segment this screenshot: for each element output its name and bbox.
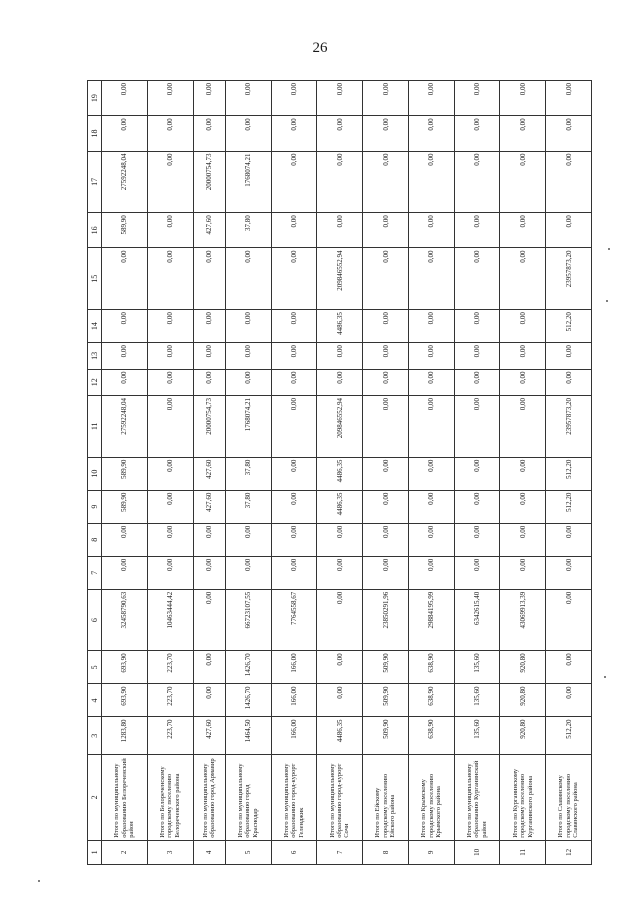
value-cell: 0,00 — [193, 556, 225, 589]
value-cell: 27592248,04 — [102, 151, 148, 213]
column-header: 17 — [88, 151, 102, 213]
value-cell: 1464,50 — [225, 717, 271, 754]
value-cell: 0,00 — [193, 81, 225, 116]
value-cell: 23850291,96 — [363, 589, 409, 651]
value-cell: 0,00 — [454, 556, 500, 589]
municipality-name: Итого по Крымскому городскому поселению Крымского района — [408, 754, 454, 840]
data-table — [87, 80, 592, 865]
value-cell: 638,90 — [408, 651, 454, 684]
column-header: 11 — [88, 395, 102, 457]
table-row — [317, 81, 363, 865]
value-cell: 0,00 — [408, 151, 454, 213]
value-cell: 135,60 — [454, 717, 500, 754]
value-cell: 0,00 — [147, 116, 193, 151]
value-cell: 0,00 — [147, 310, 193, 343]
value-cell: 0,00 — [271, 343, 317, 369]
column-header: 6 — [88, 589, 102, 651]
value-cell: 0,00 — [225, 343, 271, 369]
row-number: 2 — [102, 840, 148, 864]
value-cell: 0,00 — [500, 457, 546, 490]
table-container — [87, 80, 592, 865]
scan-speck — [606, 300, 608, 302]
municipality-name: Итого по муниципальному образованию город-курорт Сочи — [317, 754, 363, 840]
value-cell: 0,00 — [408, 213, 454, 248]
value-cell: 512,20 — [546, 717, 592, 754]
value-cell: 0,00 — [317, 684, 363, 717]
value-cell: 37,80 — [225, 457, 271, 490]
value-cell: 0,00 — [271, 523, 317, 556]
value-cell: 166,00 — [271, 684, 317, 717]
value-cell: 0,00 — [546, 369, 592, 395]
value-cell: 0,00 — [408, 81, 454, 116]
value-cell: 4486,35 — [317, 457, 363, 490]
row-number: 9 — [408, 840, 454, 864]
table-row — [147, 81, 193, 865]
value-cell: 0,00 — [363, 457, 409, 490]
value-cell: 0,00 — [317, 81, 363, 116]
value-cell: 0,00 — [317, 589, 363, 651]
value-cell: 0,00 — [147, 369, 193, 395]
value-cell: 0,00 — [546, 556, 592, 589]
value-cell: 0,00 — [408, 395, 454, 457]
value-cell: 0,00 — [147, 343, 193, 369]
municipality-name: Итого по муниципальному образованию город-курорт Геленджик — [271, 754, 317, 840]
value-cell: 0,00 — [408, 369, 454, 395]
value-cell: 0,00 — [102, 556, 148, 589]
value-cell: 0,00 — [271, 248, 317, 310]
value-cell: 0,00 — [546, 684, 592, 717]
value-cell: 0,00 — [454, 343, 500, 369]
value-cell: 509,90 — [363, 684, 409, 717]
value-cell: 0,00 — [454, 116, 500, 151]
value-cell: 0,00 — [454, 310, 500, 343]
table-row — [546, 81, 592, 865]
column-header: 9 — [88, 490, 102, 523]
value-cell: 0,00 — [147, 457, 193, 490]
value-cell: 0,00 — [500, 523, 546, 556]
row-number: 12 — [546, 840, 592, 864]
value-cell: 512,20 — [546, 490, 592, 523]
value-cell: 0,00 — [225, 556, 271, 589]
table-row — [271, 81, 317, 865]
value-cell: 0,00 — [317, 556, 363, 589]
value-cell: 223,70 — [147, 651, 193, 684]
column-header: 18 — [88, 116, 102, 151]
municipality-name: Итого по Ейскому городскому поселению Ейского района — [363, 754, 409, 840]
value-cell: 209846552,94 — [317, 248, 363, 310]
value-cell: 0,00 — [271, 457, 317, 490]
column-header: 4 — [88, 684, 102, 717]
value-cell: 0,00 — [454, 457, 500, 490]
value-cell: 0,00 — [317, 151, 363, 213]
scan-speck — [608, 248, 610, 250]
value-cell: 0,00 — [454, 523, 500, 556]
value-cell: 0,00 — [546, 523, 592, 556]
value-cell: 0,00 — [147, 556, 193, 589]
value-cell: 0,00 — [225, 248, 271, 310]
value-cell: 135,60 — [454, 651, 500, 684]
column-header: 16 — [88, 213, 102, 248]
municipality-name: Итого по Белореченскому городскому поселению Белореченского района — [147, 754, 193, 840]
value-cell: 0,00 — [500, 369, 546, 395]
row-number: 5 — [225, 840, 271, 864]
value-cell: 0,00 — [500, 116, 546, 151]
value-cell: 6342615,40 — [454, 589, 500, 651]
value-cell: 693,90 — [102, 651, 148, 684]
value-cell: 0,00 — [102, 81, 148, 116]
value-cell: 4486,35 — [317, 717, 363, 754]
value-cell: 0,00 — [193, 651, 225, 684]
value-cell: 0,00 — [102, 248, 148, 310]
value-cell: 0,00 — [271, 556, 317, 589]
value-cell: 0,00 — [408, 490, 454, 523]
value-cell: 1283,80 — [102, 717, 148, 754]
value-cell: 693,90 — [102, 684, 148, 717]
value-cell: 0,00 — [271, 395, 317, 457]
value-cell: 1426,70 — [225, 651, 271, 684]
value-cell: 0,00 — [454, 369, 500, 395]
value-cell: 589,90 — [102, 213, 148, 248]
value-cell: 32458790,63 — [102, 589, 148, 651]
value-cell: 638,90 — [408, 717, 454, 754]
page-number: 26 — [312, 40, 328, 56]
column-header: 19 — [88, 81, 102, 116]
value-cell: 135,60 — [454, 684, 500, 717]
table-row — [454, 81, 500, 865]
table-row — [102, 81, 148, 865]
value-cell: 0,00 — [193, 589, 225, 651]
value-cell: 0,00 — [271, 310, 317, 343]
value-cell: 0,00 — [500, 213, 546, 248]
value-cell: 166,00 — [271, 717, 317, 754]
value-cell: 0,00 — [225, 116, 271, 151]
value-cell: 0,00 — [193, 248, 225, 310]
column-header: 8 — [88, 523, 102, 556]
value-cell: 0,00 — [193, 116, 225, 151]
table-row — [225, 81, 271, 865]
value-cell: 0,00 — [363, 310, 409, 343]
value-cell: 0,00 — [193, 523, 225, 556]
value-cell: 0,00 — [500, 395, 546, 457]
value-cell: 0,00 — [271, 213, 317, 248]
value-cell: 0,00 — [363, 81, 409, 116]
value-cell: 0,00 — [271, 490, 317, 523]
value-cell: 0,00 — [193, 343, 225, 369]
municipality-name: Итого по муниципальному образованию город Краснодар — [225, 754, 271, 840]
value-cell: 0,00 — [408, 116, 454, 151]
value-cell: 27592248,04 — [102, 395, 148, 457]
table-row — [408, 81, 454, 865]
row-number: 6 — [271, 840, 317, 864]
value-cell: 0,00 — [546, 116, 592, 151]
value-cell: 10463444,42 — [147, 589, 193, 651]
value-cell: 0,00 — [546, 81, 592, 116]
value-cell: 0,00 — [500, 248, 546, 310]
value-cell: 166,00 — [271, 651, 317, 684]
value-cell: 0,00 — [454, 151, 500, 213]
value-cell: 0,00 — [147, 213, 193, 248]
value-cell: 0,00 — [147, 151, 193, 213]
value-cell: 0,00 — [225, 81, 271, 116]
value-cell: 0,00 — [317, 213, 363, 248]
value-cell: 0,00 — [317, 116, 363, 151]
value-cell: 1768074,21 — [225, 151, 271, 213]
column-header: 3 — [88, 717, 102, 754]
value-cell: 920,80 — [500, 717, 546, 754]
value-cell: 20000754,73 — [193, 151, 225, 213]
value-cell: 0,00 — [102, 116, 148, 151]
value-cell: 509,90 — [363, 717, 409, 754]
value-cell: 0,00 — [102, 523, 148, 556]
value-cell: 0,00 — [500, 556, 546, 589]
value-cell: 0,00 — [500, 490, 546, 523]
value-cell: 0,00 — [363, 369, 409, 395]
column-header: 5 — [88, 651, 102, 684]
value-cell: 37,80 — [225, 490, 271, 523]
value-cell: 0,00 — [454, 213, 500, 248]
value-cell: 427,60 — [193, 717, 225, 754]
value-cell: 920,80 — [500, 651, 546, 684]
value-cell: 0,00 — [408, 343, 454, 369]
column-header: 7 — [88, 556, 102, 589]
value-cell: 4486,35 — [317, 310, 363, 343]
value-cell: 0,00 — [454, 248, 500, 310]
value-cell: 7764558,67 — [271, 589, 317, 651]
value-cell: 0,00 — [193, 310, 225, 343]
value-cell: 0,00 — [102, 343, 148, 369]
row-number: 10 — [454, 840, 500, 864]
column-header: 10 — [88, 457, 102, 490]
value-cell: 0,00 — [500, 310, 546, 343]
value-cell: 427,60 — [193, 213, 225, 248]
value-cell: 509,90 — [363, 651, 409, 684]
value-cell: 0,00 — [363, 248, 409, 310]
value-cell: 0,00 — [408, 523, 454, 556]
value-cell: 0,00 — [363, 556, 409, 589]
value-cell: 0,00 — [317, 651, 363, 684]
value-cell: 0,00 — [546, 589, 592, 651]
value-cell: 0,00 — [363, 343, 409, 369]
value-cell: 512,20 — [546, 457, 592, 490]
column-header: 12 — [88, 369, 102, 395]
value-cell: 209846552,94 — [317, 395, 363, 457]
value-cell: 0,00 — [102, 369, 148, 395]
row-number: 3 — [147, 840, 193, 864]
value-cell: 0,00 — [271, 151, 317, 213]
value-cell: 0,00 — [102, 310, 148, 343]
value-cell: 0,00 — [317, 523, 363, 556]
row-number: 4 — [193, 840, 225, 864]
value-cell: 589,90 — [102, 490, 148, 523]
value-cell: 223,70 — [147, 684, 193, 717]
value-cell: 37,80 — [225, 213, 271, 248]
value-cell: 0,00 — [408, 310, 454, 343]
value-cell: 223,70 — [147, 717, 193, 754]
value-cell: 43069913,39 — [500, 589, 546, 651]
value-cell: 23957873,20 — [546, 395, 592, 457]
rotated-table-frame — [87, 80, 592, 865]
value-cell: 1768074,21 — [225, 395, 271, 457]
table-row — [363, 81, 409, 865]
value-cell: 0,00 — [147, 248, 193, 310]
table-row — [193, 81, 225, 865]
value-cell: 0,00 — [546, 651, 592, 684]
value-cell: 0,00 — [454, 490, 500, 523]
row-number: 8 — [363, 840, 409, 864]
header-row — [88, 81, 102, 865]
value-cell: 0,00 — [225, 523, 271, 556]
row-number: 11 — [500, 840, 546, 864]
value-cell: 0,00 — [408, 248, 454, 310]
value-cell: 0,00 — [193, 369, 225, 395]
scan-speck — [38, 880, 40, 882]
value-cell: 0,00 — [147, 523, 193, 556]
value-cell: 0,00 — [363, 151, 409, 213]
value-cell: 920,80 — [500, 684, 546, 717]
value-cell: 29884195,99 — [408, 589, 454, 651]
municipality-name: Итого по Славянскому городскому поселению Славянского района — [546, 754, 592, 840]
value-cell: 0,00 — [225, 310, 271, 343]
value-cell: 0,00 — [363, 395, 409, 457]
value-cell: 427,60 — [193, 457, 225, 490]
value-cell: 0,00 — [363, 116, 409, 151]
value-cell: 0,00 — [408, 457, 454, 490]
value-cell: 0,00 — [546, 151, 592, 213]
value-cell: 0,00 — [408, 556, 454, 589]
value-cell: 638,90 — [408, 684, 454, 717]
value-cell: 0,00 — [546, 343, 592, 369]
value-cell: 0,00 — [500, 343, 546, 369]
municipality-name: Итого по Курганинскому городскому поселению Курганинского района — [500, 754, 546, 840]
value-cell: 589,90 — [102, 457, 148, 490]
column-header: 15 — [88, 248, 102, 310]
row-number: 7 — [317, 840, 363, 864]
value-cell: 0,00 — [500, 81, 546, 116]
municipality-name: Итого по муниципальному образованию Белореченский район — [102, 754, 148, 840]
column-header: 13 — [88, 343, 102, 369]
value-cell: 0,00 — [193, 684, 225, 717]
value-cell: 0,00 — [363, 490, 409, 523]
value-cell: 66723107,55 — [225, 589, 271, 651]
value-cell: 4486,35 — [317, 490, 363, 523]
municipality-name: Итого по муниципальному образованию Курганинский район — [454, 754, 500, 840]
column-header: 2 — [88, 754, 102, 840]
value-cell: 23957873,20 — [546, 248, 592, 310]
table-row — [500, 81, 546, 865]
column-header: 1 — [88, 840, 102, 864]
value-cell: 512,20 — [546, 310, 592, 343]
column-header: 14 — [88, 310, 102, 343]
value-cell: 0,00 — [225, 369, 271, 395]
value-cell: 427,60 — [193, 490, 225, 523]
value-cell: 0,00 — [500, 151, 546, 213]
value-cell: 0,00 — [454, 395, 500, 457]
value-cell: 0,00 — [454, 81, 500, 116]
scan-speck — [604, 676, 606, 678]
value-cell: 0,00 — [271, 116, 317, 151]
value-cell: 0,00 — [317, 369, 363, 395]
municipality-name: Итого по муниципальному образованию город Армавир — [193, 754, 225, 840]
value-cell: 1426,70 — [225, 684, 271, 717]
value-cell: 0,00 — [317, 343, 363, 369]
value-cell: 0,00 — [271, 369, 317, 395]
value-cell: 0,00 — [363, 523, 409, 556]
value-cell: 0,00 — [546, 213, 592, 248]
value-cell: 0,00 — [147, 81, 193, 116]
value-cell: 0,00 — [147, 490, 193, 523]
value-cell: 0,00 — [147, 395, 193, 457]
value-cell: 0,00 — [271, 81, 317, 116]
value-cell: 0,00 — [363, 213, 409, 248]
value-cell: 20000754,73 — [193, 395, 225, 457]
